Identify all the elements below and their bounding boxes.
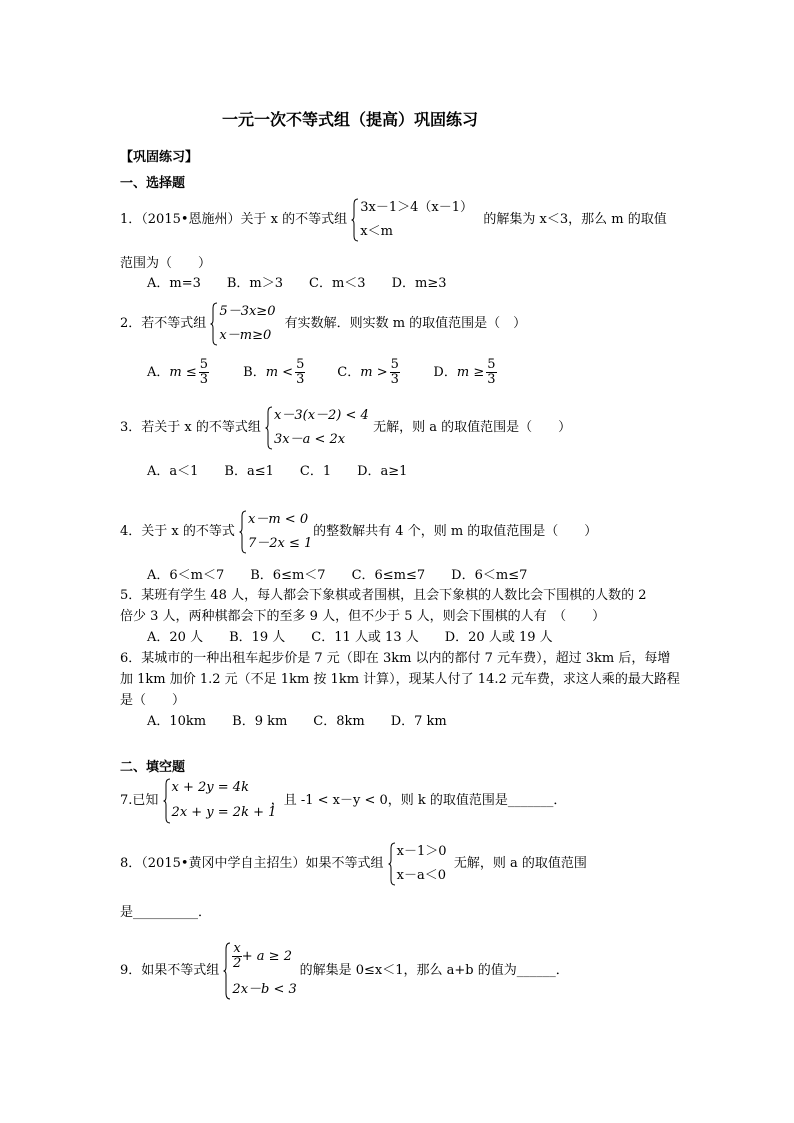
q2-suffix: 有实数解．则实数 m 的取值范围是（ ）: [284, 316, 527, 331]
q8-continuation: 是__________．: [120, 905, 212, 920]
question-3: [120, 406, 571, 450]
q4-options: A．6＜m＜7 B．6≤m＜7 C．6≤m≤7 D．6＜m≤7: [147, 568, 528, 583]
brace-icon: [223, 942, 231, 1000]
q8-system: [388, 842, 450, 886]
q6-line3: 是（ ）: [120, 693, 186, 708]
q7-prefix: 7.已知: [120, 793, 159, 808]
q2-opt-label: B．: [243, 365, 266, 380]
q4-line2: 7－2x ≤ 1: [248, 536, 313, 551]
part1-heading: 一、选择题: [120, 176, 186, 191]
q5-options: A．20 人 B．19 人 C．11 人或 13 人 D．20 人或 19 人: [147, 630, 553, 645]
part2-heading: 二、填空题: [120, 760, 186, 775]
q8-line2: x－a＜0: [396, 868, 447, 883]
q6-line1: 6．某城市的一种出租车起步价是 7 元（即在 3km 以内的都付 7 元车费），超过 3km 后，每增: [120, 651, 671, 666]
q8-suffix: 无解，则 a 的取值范围: [453, 856, 587, 871]
q2-opt-label: C．: [337, 365, 361, 380]
fraction: $\frac{5}{3}$: [296, 357, 305, 387]
q2-option-b: [243, 358, 333, 387]
q7-line2: 2x + y = 2k + 1: [171, 805, 277, 820]
q2-option-d: [433, 358, 498, 387]
q2-opt-label: A．: [147, 365, 170, 380]
q2-opt-rel: m ≤: [169, 365, 197, 380]
q3-suffix: 无解，则 a 的取值范围是（ ）: [373, 420, 572, 435]
q3-prefix: 3．若关于 x 的不等式组: [120, 420, 261, 435]
q1-options: A．m=3 B．m＞3 C．m＜3 D．m≥3: [147, 276, 447, 291]
q2-option-a: [147, 358, 239, 387]
q2-opt-rel: m ≥: [456, 365, 485, 380]
q1-line1: 3x－1＞4（x－1）: [360, 200, 474, 215]
q9-prefix: 9．如果不等式组: [120, 963, 220, 978]
question-9: [120, 942, 569, 1000]
brace-icon: [388, 842, 396, 886]
question-4: [120, 510, 597, 554]
q2-prefix: 2．若不等式组: [120, 316, 207, 331]
q1-system: [351, 198, 479, 242]
q2-opt-rel: m >: [360, 365, 388, 380]
question-2: [120, 302, 526, 346]
q3-options: A．a＜1 B．a≤1 C．1 D．a≥1: [147, 464, 408, 479]
q2-opt-label: D．: [433, 365, 457, 380]
fraction: $\frac{5}{3}$: [487, 357, 496, 387]
q9-system: [223, 942, 295, 1000]
q2-line2: x－m≥0: [219, 328, 272, 343]
fraction: $\frac{5}{3}$: [199, 357, 209, 387]
q4-line1: x－m < 0: [248, 512, 309, 527]
q3-system: [265, 406, 369, 450]
q7-system: [163, 778, 277, 824]
q4-suffix: 的整数解共有 4 个，则 m 的取值范围是（ ）: [313, 524, 598, 539]
q2-option-c: [337, 358, 429, 387]
brace-icon: [210, 302, 218, 346]
page-title: 一元一次不等式组（提高）巩固练习: [222, 110, 479, 129]
brace-icon: [239, 510, 247, 554]
section-tag: 【巩固练习】: [120, 150, 199, 165]
q2-options: [147, 358, 499, 387]
q9-line1-rest: + a ≥ 2: [241, 949, 292, 964]
q9-line2: 2x－b < 3: [232, 982, 297, 997]
q3-line2: 3x－a < 2x: [274, 432, 346, 447]
q9-suffix: 的解集是 0≤x＜1，那么 a+b 的值为______．: [299, 963, 569, 978]
q5-line2: 倍少 3 人，两种棋都会下的至多 9 人，但不少于 5 人，则会下围棋的人有 （ ）: [120, 609, 606, 624]
q7-suffix: ，且 -1 < x－y < 0，则 k 的取值范围是_______．: [270, 793, 567, 808]
q1-line2: x＜m: [360, 224, 393, 239]
fraction: $\frac{5}{3}$: [390, 357, 399, 387]
q8-line1: x－1＞0: [396, 844, 447, 859]
q6-options: A．10km B．9 km C．8km D．7 km: [147, 714, 447, 729]
question-8: [120, 842, 587, 886]
q1-suffix: 的解集为 x＜3，那么 m 的取值: [483, 212, 667, 227]
question-7: [120, 778, 566, 824]
brace-icon: [351, 198, 359, 242]
q4-prefix: 4．关于 x 的不等式: [120, 524, 235, 539]
q8-prefix: 8．（2015•黄冈中学自主招生）如果不等式组: [120, 856, 384, 871]
q2-line1: 5－3x≥0: [219, 304, 276, 319]
q1-prefix: 1．（2015•恩施州）关于 x 的不等式组: [120, 212, 348, 227]
q2-system: [210, 302, 280, 346]
fraction: $\frac{x}{2}$: [232, 941, 242, 971]
q7-line1: x + 2y = 4k: [171, 780, 249, 795]
q3-line1: x－3(x－2) < 4: [274, 408, 369, 423]
q4-system: [239, 510, 313, 554]
brace-icon: [163, 778, 171, 824]
question-1: [120, 198, 667, 242]
brace-icon: [265, 406, 273, 450]
q1-continuation: 范围为（ ）: [120, 256, 212, 271]
q9-line1: [232, 942, 292, 971]
q2-opt-rel: m <: [265, 365, 294, 380]
q5-line1: 5．某班有学生 48 人，每人都会下象棋或者围棋，且会下象棋的人数比会下围棋的人数的 2: [120, 588, 647, 603]
q6-line2: 加 1km 加价 1.2 元（不足 1km 按 1km 计算），现某人付了 14.2 元车费，求这人乘的最大路程: [120, 672, 680, 687]
